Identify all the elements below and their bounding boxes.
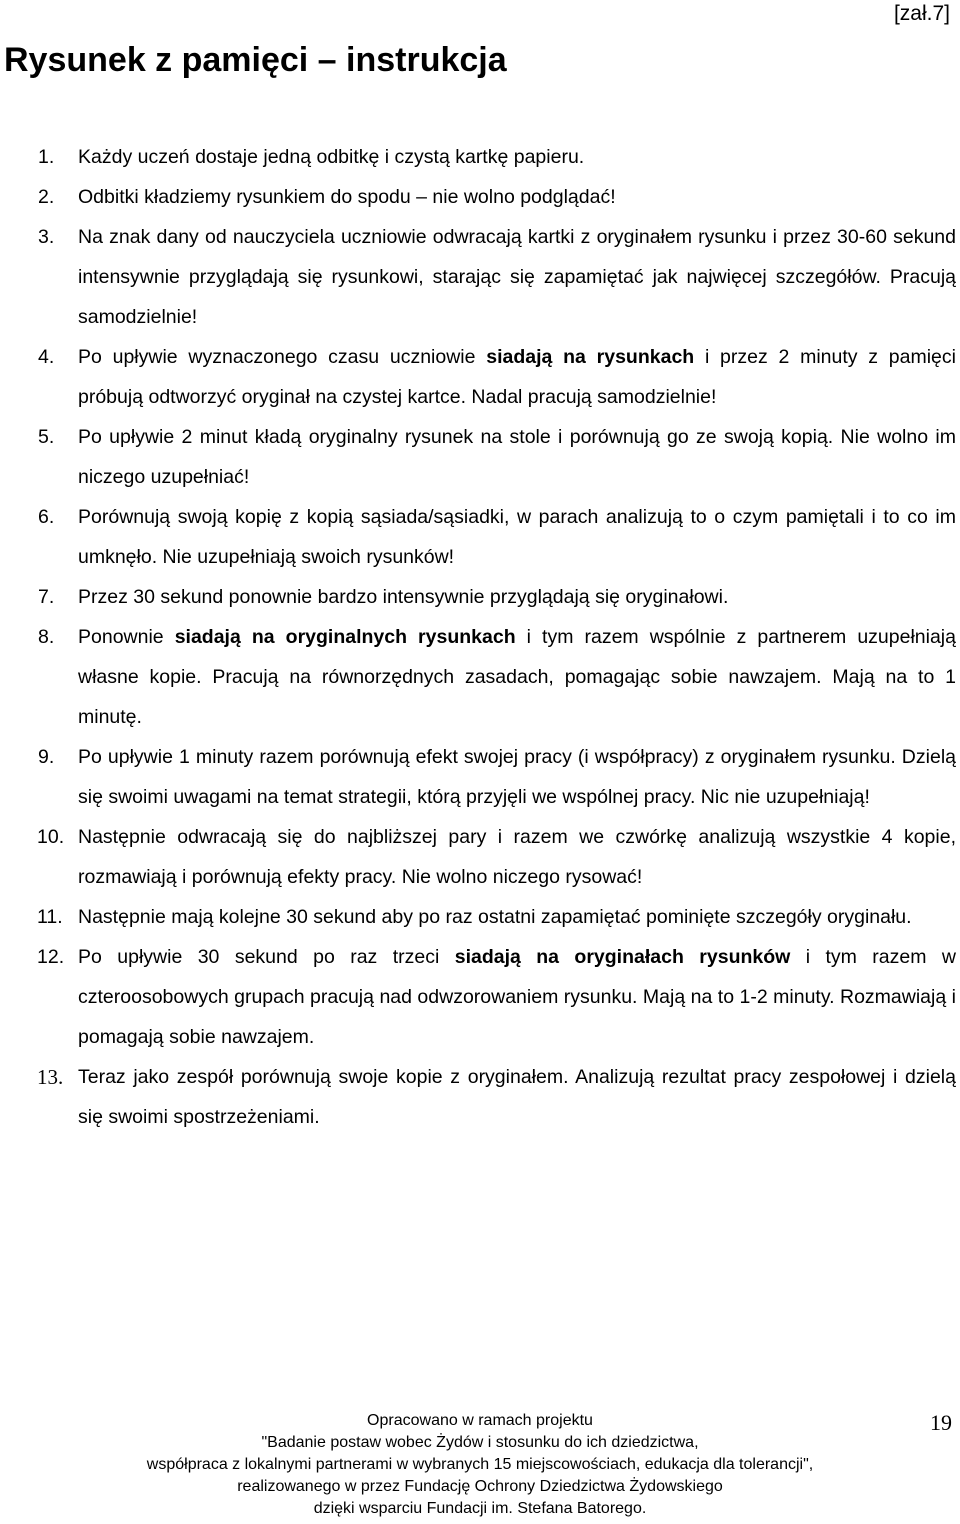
item-number: 13.: [37, 1065, 64, 1089]
list-item: [0, 417, 956, 497]
item-text: Na znak dany od nauczyciela uczniowie odwracają kartki z oryginałem rysunku i przez 30-60 sekund intensywnie przyglądają się rysunkowi, starając się zapamiętać jak najwięcej szczegółów. Pracują samodzielnie!: [78, 226, 956, 328]
page-number: 19: [930, 1410, 952, 1435]
item-number: 12.: [37, 946, 65, 968]
item-text-part: i przez 2 minuty z pamięci próbują odtworzyć oryginał na czystej kartce. Nadal pracują samodzielnie!: [78, 346, 956, 408]
item-text: Porównują swoją kopię z kopią sąsiada/sąsiadki, w parach analizują to o czym pamiętali i to co im umknęło. Nie uzupełniają swoich rysunków!: [78, 506, 956, 568]
item-text: Następnie odwracają się do najbliższej pary i razem we czwórkę analizują wszystkie 4 kopie, rozmawiają i porównują efekty pracy. Nie wolno niczego rysować!: [78, 826, 956, 888]
list-item: [0, 137, 956, 177]
footer-line: realizowanego w przez Fundację Ochrony Dziedzictwa Żydowskiego: [237, 1478, 723, 1495]
page-title: Rysunek z pamięci – instrukcja: [4, 41, 507, 79]
list-item: [0, 897, 956, 937]
item-text-part: Po upływie 30 sekund po raz trzeci: [78, 946, 455, 968]
list-item: [0, 577, 956, 617]
item-text: [78, 937, 956, 1057]
footer-line: "Badanie postaw wobec Żydów i stosunku do ich dziedzictwa,: [261, 1434, 699, 1451]
list-item: [0, 177, 956, 217]
list-item: [0, 217, 956, 337]
item-number: 1.: [38, 146, 55, 168]
item-text-part: Ponownie: [78, 626, 175, 648]
item-text: Po upływie 2 minut kładą oryginalny rysunek na stole i porównują go ze swoją kopią. Nie wolno im niczego uzupełniać!: [78, 426, 956, 488]
item-text: Każdy uczeń dostaje jedną odbitkę i czystą kartkę papieru.: [78, 146, 585, 168]
item-number: 2.: [38, 186, 55, 208]
item-text: Teraz jako zespół porównują swoje kopie z oryginałem. Analizują rezultat pracy zespołowej i dzielą się swoimi spostrzeżeniami.: [78, 1066, 956, 1128]
item-number: 6.: [38, 506, 55, 528]
item-number: 11.: [37, 906, 63, 928]
item-number: 10.: [37, 826, 65, 848]
footer-line: dzięki wsparciu Fundacji im. Stefana Batorego.: [313, 1500, 647, 1517]
item-text: Odbitki kładziemy rysunkiem do spodu – nie wolno podglądać!: [78, 186, 616, 208]
item-number: 5.: [38, 426, 55, 448]
item-text: Po upływie 1 minuty razem porównują efekt swojej pracy (i współpracy) z oryginałem rysunku. Dzielą się swoimi uwagami na temat strategii, którą przyjęli we wspólnej pracy. Nic nie uzupełniają!: [78, 746, 956, 808]
footer-line: Opracowano w ramach projektu: [367, 1412, 593, 1429]
list-item: [0, 937, 956, 1057]
item-text-bold: siadają na rysunkach: [486, 346, 695, 368]
item-number: 8.: [38, 626, 55, 648]
item-text-part: i tym razem w czteroosobowych grupach pracują nad odwzorowaniem rysunku. Mają na to 1-2 minuty. Rozmawiają i pomagają sobie nawzajem.: [78, 946, 956, 1048]
item-text-part: i tym razem wspólnie z partnerem uzupełniają własne kopie. Pracują na równorzędnych zasadach, pomagając sobie nawzajem. Mają na to 1 minutę.: [78, 626, 956, 728]
instruction-list: [0, 137, 956, 1137]
item-number: 7.: [38, 586, 55, 608]
item-text: Następnie mają kolejne 30 sekund aby po raz ostatni zapamiętać pominięte szczegóły oryginału.: [78, 906, 912, 928]
item-text: [78, 337, 956, 417]
item-number: 9.: [38, 746, 55, 768]
list-item: [0, 737, 956, 817]
list-item: [0, 817, 956, 897]
list-item: [0, 337, 956, 417]
footer-line: współpraca z lokalnymi partnerami w wybranych 15 miejscowościach, edukacja dla tolerancji",: [146, 1456, 814, 1473]
list-item: [0, 617, 956, 737]
list-item: [0, 1057, 956, 1137]
item-text-part: Po upływie wyznaczonego czasu uczniowie: [78, 346, 487, 368]
list-item: [0, 497, 956, 577]
item-number: 3.: [38, 226, 55, 248]
footer: [0, 1410, 960, 1520]
attachment-label: [zał.7]: [893, 2, 950, 25]
item-number: 4.: [38, 346, 55, 368]
item-text-bold: siadają na oryginałach rysunków: [454, 946, 791, 968]
item-text-bold: siadają na oryginalnych rysunkach: [174, 626, 516, 648]
item-text: [78, 617, 956, 737]
item-text: Przez 30 sekund ponownie bardzo intensywnie przyglądają się oryginałowi.: [78, 586, 729, 608]
